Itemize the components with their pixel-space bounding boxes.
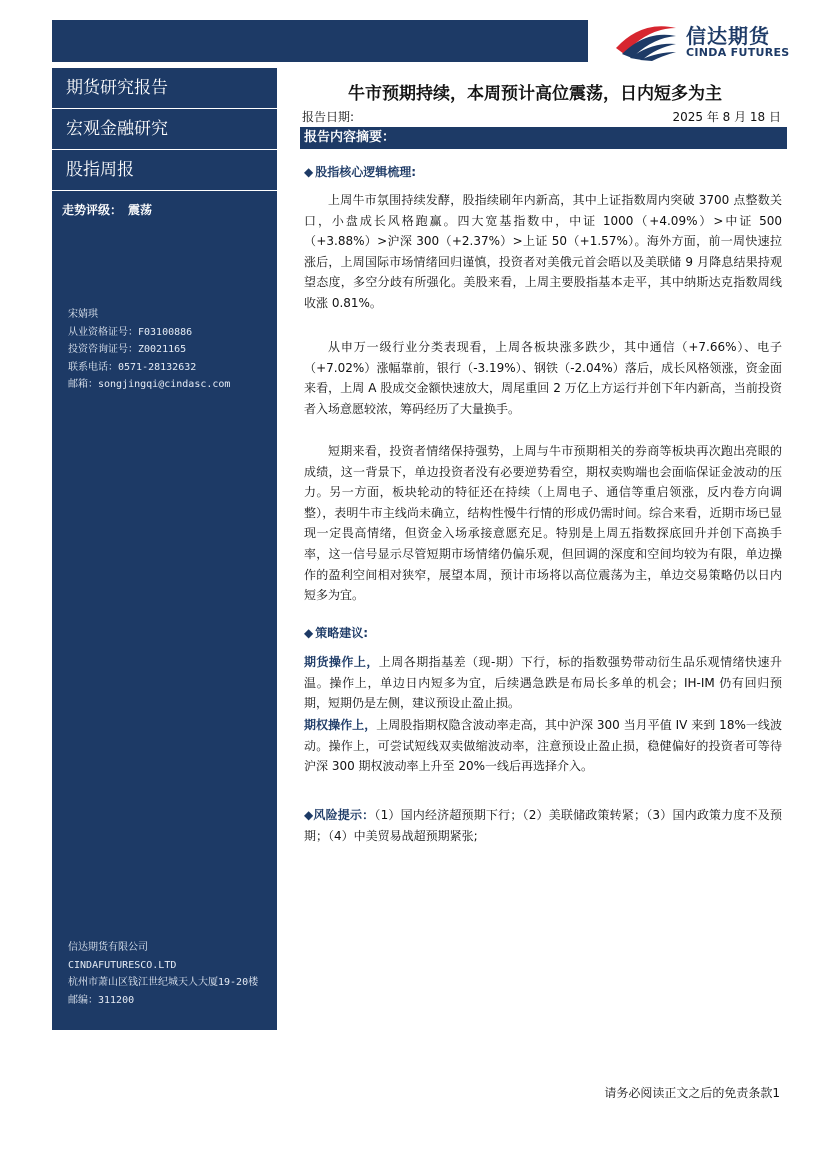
logo-mark-icon bbox=[612, 18, 680, 62]
disclaimer-footer: 请务必阅读正文之后的免责条款1 bbox=[604, 1086, 780, 1100]
diamond-bullet-icon: ◆ bbox=[304, 626, 314, 640]
report-title: 牛市预期持续，本周预计高位震荡，日内短多为主 bbox=[348, 84, 722, 104]
futures-strategy-text: 上周各期指基差（现-期）下行，标的指数强势带动衍生品乐观情绪快速升温。操作上，单边日内短多为宜，后续遇急跌是布局长多单的机会；IH-IM 仍有回归预期，短期仍是左侧，建议预设止盈止损。 bbox=[304, 655, 782, 711]
options-strategy-paragraph bbox=[304, 715, 782, 777]
analyst-info bbox=[68, 306, 230, 394]
trend-rating bbox=[62, 201, 152, 218]
section-logic-heading bbox=[304, 163, 416, 180]
trend-rating-value: 震荡 bbox=[128, 203, 153, 217]
futures-strategy-lead: 期货操作上， bbox=[304, 655, 379, 669]
logic-paragraph-2: 从申万一级行业分类表现看，上周各板块涨多跌少，其中通信（+7.66%）、电子（+7.02%）涨幅靠前，银行（-3.19%）、钢铁（-2.04%）落后，成长风格领涨，资金面来看，上周 A 股成交金额快速放大，周尾重回 2 万亿上方运行并创下年内新高，当前投资者入场意愿较浓，筹码经历了大量换手。 bbox=[304, 340, 782, 416]
sidebar-item-research-area: 宏观金融研究 bbox=[52, 109, 277, 150]
options-strategy-text: 上周股指期权隐含波动率走高，其中沪深 300 当月平值 IV 来到 18%一线波动。操作上，可尝试短线双卖做缩波动率，注意预设止盈止损，稳健偏好的投资者可等待沪深 300 期权波动率上升至 20%一线后再选择介入。 bbox=[304, 718, 782, 774]
header-band bbox=[52, 20, 588, 62]
section-strategy-heading bbox=[304, 624, 368, 641]
report-date-label: 报告日期: bbox=[302, 110, 355, 124]
diamond-bullet-icon: ◆ bbox=[304, 165, 314, 179]
analyst-phone: 联系电话：0571-28132632 bbox=[68, 361, 197, 373]
analyst-license: 从业资格证号：F03100886 bbox=[68, 326, 193, 338]
company-logo bbox=[612, 18, 802, 62]
logic-paragraph-3: 短期来看，投资者情绪保持强势，上周与牛市预期相关的券商等板块再次跑出亮眼的成绩，这一背景下，单边投资者没有必要逆势看空，期权卖购端也会面临保证金波动的压力。另一方面，板块轮动的特征还在持续（上周电子、通信等重启领涨，反内卷方向调整），表明牛市主线尚未确立，结构性慢牛行情的形成仍需时间。综合来看，近期市场已显现一定畏高情绪，但资金入场承接意愿充足。特别是上周五指数探底回升并创下高换手率，这一信号显示尽管短期市场情绪仍偏乐观，但回调的深度和空间均较为有限，单边操作的盈利空间相对狭窄，展望本周，预计市场将以高位震荡为主，单边交易策略仍以日内短多为宜。 bbox=[304, 444, 782, 603]
futures-strategy-paragraph bbox=[304, 652, 782, 714]
sidebar bbox=[52, 68, 277, 1030]
logo-name-cn: 信达期货 bbox=[686, 24, 770, 48]
report-date-row bbox=[300, 108, 787, 124]
sidebar-item-report-name: 股指周报 bbox=[52, 150, 277, 191]
analyst-name: 宋婧琪 bbox=[68, 309, 98, 320]
options-strategy-lead: 期权操作上， bbox=[304, 718, 377, 732]
company-postcode: 邮编：311200 bbox=[68, 994, 135, 1006]
logic-paragraph-1: 上周牛市氛围持续发酵，股指续刷年内新高，其中上证指数周内突破 3700 点整数关口，小盘成长风格跑赢。四大宽基指数中，中证 1000（+4.09%）>中证 500（+3.88%）>沪深 300（+2.37%）>上证 50（+1.57%）。海外方面，前一周快速拉涨后，上周国际市场情绪回归谨慎，投资者对美俄元首会晤以及美联储 9 月降息结果持观望态度，多空分歧有所强化。美股来看，上周主要股指基本走平，其中纳斯达克指数周线收涨 0.81%。 bbox=[304, 193, 782, 310]
diamond-bullet-icon: ◆ bbox=[304, 808, 314, 822]
analyst-advisory-license: 投资咨询证号：Z0021165 bbox=[68, 344, 187, 355]
report-date-value: 2025 年 8 月 18 日 bbox=[672, 110, 781, 124]
summary-heading: 报告内容摘要： bbox=[300, 127, 787, 149]
risk-title: 风险提示： bbox=[313, 808, 375, 822]
company-name-cn: 信达期货有限公司 bbox=[68, 942, 148, 953]
company-name-en: CINDAFUTURESCO.LTD bbox=[68, 959, 177, 971]
sidebar-item-report-type: 期货研究报告 bbox=[52, 68, 277, 109]
logo-name-en: CINDA FUTURES bbox=[686, 46, 790, 59]
analyst-email: 邮箱：songjingqi@cindasc.com bbox=[68, 379, 231, 390]
company-address: 杭州市萧山区钱江世纪城天人大厦19-20楼 bbox=[68, 977, 259, 988]
company-info bbox=[68, 939, 274, 1009]
trend-rating-label: 走势评级： bbox=[62, 203, 123, 217]
risk-text: （1）国内经济超预期下行；（2）美联储政策转紧；（3）国内政策力度不及预期；（4）中美贸易战超预期紧张; bbox=[304, 808, 782, 843]
section-strategy-title: 策略建议: bbox=[315, 626, 369, 640]
risk-paragraph bbox=[304, 805, 782, 846]
section-logic-title: 股指核心逻辑梳理: bbox=[315, 165, 417, 179]
